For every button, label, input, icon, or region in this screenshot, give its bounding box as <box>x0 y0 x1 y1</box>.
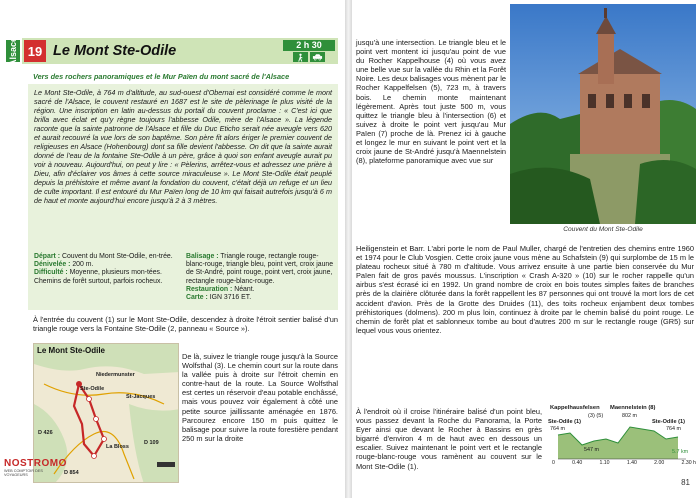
body-right-bottom: À l'endroit où il croise l'itinéraire balisé d'un point bleu, vous passez devant la Roche du Panorama, la Porte Eyer ainsi que devant le Rocher à Bassins en grès bigarré d'environ 4 m de haut avec en dessous un escalier. Suivez maintenant le point vert et le rectangle rouge-blanc-rouge vous ramènent au couvent sur le Mont Ste-Odile (1). <box>356 407 542 471</box>
profile-mid-label: (3) (5) <box>588 413 604 419</box>
convent-photo <box>510 4 696 224</box>
brand-name: NOSTROMO <box>4 458 67 469</box>
difficulte-value: Moyenne, plusieurs mon-tées. Chemins de forêt surtout, parfois rocheux. <box>34 269 163 285</box>
profile-start-label: Ste-Odile (1) <box>548 419 581 425</box>
profile-tick: 0.40 <box>572 460 583 466</box>
profile-tick: 1.40 <box>626 460 637 466</box>
profile-tick: 0 <box>552 460 555 466</box>
intro-text: Le Mont Ste-Odile, à 764 m d'altitude, au sud-ouest d'Obernai est considéré comme le mont sacré de l'Alsace, le couvent restauré en 1687 est le site de pèlerinage le plus visité de la région. Une inscription en latin au-dessus du portail du couvent proclame : « C'est ici que brilla avec éclat et qu'y règne toujours l'abbesse Odile, mère de l'Alsace ». La légende raconte que la sainte patronne de l'Alsace et fille du Duc Eticho serait née aveugle vers 620 et aurait recouvré la vue lors de son baptême. Son père fit alors ériger le premier couvent de religieuses en Alsace (Hohenbourg) dont sa fille devient l'abbesse. On dit que la sainte aurait donné de l'eau de la fontaine Ste-Odile à un père, grâce à quoi son enfant aveugle aurait pu voir à nouveau. Aujourd'hui, on peut y lire : « Pèlerins, arrêtez-vous et adressez une prière à Dieu, afin d'éclairer vos âmes à cette source miraculeuse ». Le Mont Ste-Odile était peuplé depuis la préhistoire et même avant la fondation du couvent, c'était déjà un refuge et un lieu de culte important. Il est entouré du Mur Païen long de 10 km qui faisait autrefois jusqu'à 6 m de haut et monte aujourd'hui encore jusqu'à 2 à 3 mètres. <box>28 84 338 250</box>
info-col-left <box>34 253 174 286</box>
balisage-value: Triangle rouge, rectangle rouge-blanc-rouge, triangle bleu, point vert, croix jaune de St-André, point rouge, point vert, croix jaune, rectangle rouge-blanc-rouge. <box>186 253 334 285</box>
restauration-value: Néant. <box>234 285 255 293</box>
map-label-niedermunster: Niedermunster <box>96 372 135 378</box>
map-label-d109: D 109 <box>144 440 159 446</box>
photo-caption: Couvent du Mont Ste-Odile <box>563 226 643 233</box>
region-side-tab: Alsace <box>8 36 18 66</box>
route-title: Le Mont Ste-Odile <box>53 43 177 59</box>
depart-value: Couvent du Mont Ste-Odile, en-trée. <box>61 253 173 260</box>
route-number: 19 <box>24 40 46 62</box>
map-label-d854: D 854 <box>64 470 79 476</box>
left-page <box>0 0 345 498</box>
book-gutter <box>345 0 352 498</box>
body-left-intro: À l'entrée du couvent (1) sur le Mont Ste-Odile, descendez à droite l'étroit sentier balisé d'un triangle rouge vers la Fontaine Ste-Odile (2, panneau « Source »). <box>33 315 338 334</box>
map-label-ste-odile: Ste-Odile <box>80 386 105 392</box>
profile-time-ticks <box>552 460 696 466</box>
body-right-full: Heiligenstein et Barr. L'abri porte le nom de Paul Muller, chargé de l'entretien des chemins entre 1960 et 1974 pour le Club Vosgien. Cette croix jaune vous mène au Schafstein (9) qui surplombe de 15 m le plateau rocheux situé à 780 m d'altitude. Vous arrivez ensuite à une partie bien conservée du Mur Païen fait de gros pavés moussus. L'inscription « Crash A-320 » (10) sur le rocher rappelle qu'un airbus s'est écrasé ici en 1992. Un grand nombre de croix en bois toutes simples faites de branches près de la clairière clôturée dans la forêt rappellent les 87 personnes qui ont trouvé la mort lors de cet accident d'avion. Près de la Grotte des Druides (11), des toits rocheux enjambent deux tombes préhistoriques (dolmens). 200 m plus loin, continuez à droite par le chemin balisé du point rouge. Le chemin de forêt plat et sablonneux tombe au bout d'autres 200 m sur le rectangle rouge (GR5) sur lequel vous vous orientez. <box>356 244 694 335</box>
brand-sub: WEB COMPTOIR DES VOYAGEURS <box>4 469 43 477</box>
info-box <box>28 250 338 310</box>
route-lead: Vers des rochers panoramiques et le Mur Païen du mont sacré de l'Alsace <box>33 72 290 81</box>
restauration-label: Restauration : <box>186 285 233 293</box>
duration-box <box>283 40 335 62</box>
map-label-st-jacques: St-Jacques <box>126 394 156 400</box>
profile-tick: 1.10 <box>599 460 610 466</box>
profile-tick: 2.00 <box>654 460 665 466</box>
elevation-profile <box>548 405 696 467</box>
profile-tick: 2.30 h <box>681 460 696 466</box>
info-col-right <box>186 253 334 302</box>
profile-label-maennelstein: Maennelstein (8) <box>610 405 656 411</box>
profile-elev-peak: 802 m <box>622 413 637 419</box>
denivelee-value: 200 m. <box>72 261 94 269</box>
carte-label: Carte : <box>186 294 208 302</box>
profile-label-kappel: Kappelhausfelsen <box>550 405 600 411</box>
body-left-column: De là, suivez le triangle rouge jusqu'à la Source Wolfsthal (3). Le chemin court sur la route dans la vallée puis à droite sur l'étroit chemin en contre-haut de la route. La Source Wolfsthal est certes un réservoir d'eau potable enchâssé, mais vous pouvez voir également à côté une petite source jaillissante aménagée en 1876. Parcourez encore 150 m puis quittez le balisage pour suivre la route forestière pendant 250 m sur la droite <box>182 352 338 443</box>
route-icons <box>283 52 335 62</box>
depart-label: Départ : <box>34 253 61 260</box>
profile-distance: 5.7 km <box>672 449 689 455</box>
difficulte-label: Difficulté : <box>34 269 68 277</box>
hiker-icon <box>293 52 308 62</box>
denivelee-label: Dénivelée : <box>34 261 71 269</box>
map-title: Le Mont Ste-Odile <box>37 346 105 355</box>
nostromo-logo <box>4 458 66 492</box>
route-header <box>22 38 338 64</box>
map-label-d426: D 426 <box>38 430 53 436</box>
profile-elev-start: 764 m <box>550 426 565 432</box>
carte-value: IGN 3716 ET. <box>209 294 252 302</box>
profile-elev-mid: 547 m <box>584 447 599 453</box>
route-duration: 2 h 30 <box>283 40 335 51</box>
profile-end-label: Ste-Odile (1) <box>652 419 685 425</box>
body-right-column: jusqu'à une intersection. Le triangle bleu et le point vert montent ici jusqu'au point de vue du Rocher Kappelhouse (4) où vous avez une belle vue sur la vallée du Rhin et la Forêt Noire. Les deux balisages vous mènent par le Rocher Kappelfelsen (5), 723 m, à travers bois. Le chemin monte maintenant légèrement. Après tout juste 500 m, vous quittez le triangle bleu à l'intersection (6) et suivez à droite le point vert jusqu'au Mur Païen (7) proche de là. Prenez ici à gauche et longez le mur en suivant le point vert et la croix jaune de St-André jusqu'à Maennelstein (8), plateforme panoramique avec vue sur <box>356 38 506 166</box>
page-number: 81 <box>681 478 690 487</box>
profile-elev-end: 764 m <box>666 426 681 432</box>
right-page <box>352 0 700 498</box>
car-icon <box>310 52 325 62</box>
balisage-label: Balisage : <box>186 253 219 260</box>
map-label-la-bloss: La Bloss <box>106 444 129 450</box>
